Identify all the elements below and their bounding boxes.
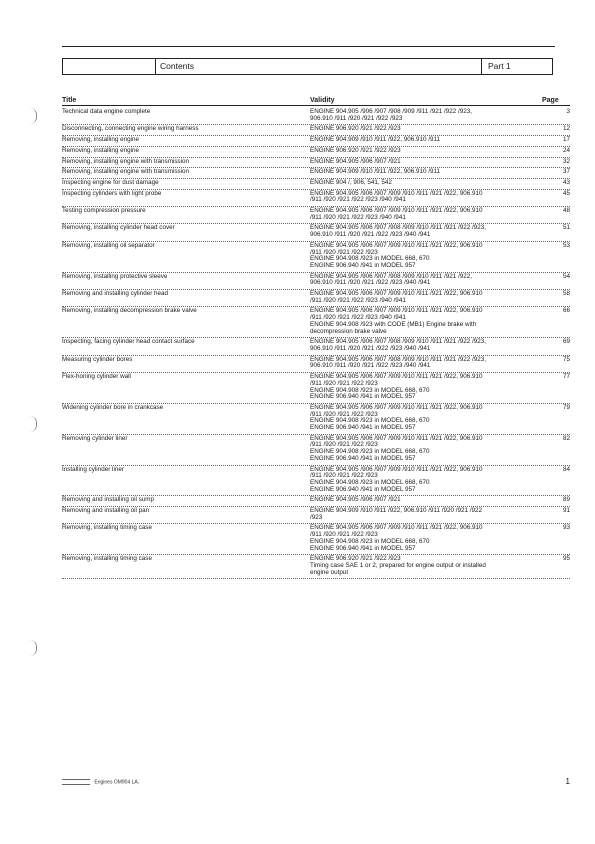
- toc-row-page: 69: [562, 338, 570, 346]
- toc-row-title: Removing, installing engine: [62, 146, 140, 154]
- toc-row-validity: [310, 137, 542, 144]
- page-footer: [62, 779, 570, 785]
- toc-row-page: 84: [562, 465, 570, 473]
- toc-row-page: 43: [562, 178, 570, 186]
- top-rule: [62, 46, 555, 47]
- toc-row-validity: [310, 180, 542, 187]
- validity-line: /911 /920 /921 /922 /923: [310, 531, 378, 539]
- validity-line: ENGINE 904.909 /910 /911 /922, 906.910 /911 /920 /921 /922: [310, 507, 483, 515]
- toc-row-validity: [310, 191, 542, 204]
- validity-line: ENGINE 904.905 /906 /907 /909 /910 /911 /921 /922, 906.910: [310, 290, 483, 298]
- validity-line: ENGINE 904.905 /906 /907 /908 /909 /910 /911 /921 /922,: [310, 272, 472, 280]
- toc-row-validity: [310, 556, 542, 576]
- toc-row-page: 37: [562, 168, 570, 176]
- validity-line: /911 /920 /921 /922 /923 /940 /941: [310, 196, 406, 204]
- toc-row[interactable]: [62, 496, 570, 507]
- validity-line: 906.910 /911 /920 /921 /922 /923: [310, 114, 403, 122]
- toc-row-title: Disconnecting, connecting engine wiring harness: [62, 125, 199, 133]
- toc-row[interactable]: [62, 338, 570, 355]
- toc-row[interactable]: [62, 224, 570, 241]
- validity-line: /911 /920 /921 /922 /923: [310, 410, 378, 418]
- validity-line: ENGINE 904.908 /923 in MODEL 668, 670: [310, 255, 430, 263]
- validity-line: ENGINE 904.905 /906 /907 /909 /910 /911 /921 /922, 906.910: [310, 207, 483, 215]
- validity-line: /911 /920 /921 /922 /923: [310, 379, 378, 387]
- toc-row-page: 12: [562, 125, 570, 133]
- validity-line: engine output: [310, 568, 349, 576]
- toc-row-page: 93: [562, 524, 570, 532]
- toc-row-validity: [310, 169, 542, 176]
- header-divider: [155, 59, 156, 74]
- page-number: 1: [565, 777, 570, 786]
- toc-row[interactable]: [62, 168, 570, 179]
- toc-row[interactable]: [62, 404, 570, 435]
- toc-row[interactable]: [62, 507, 570, 524]
- contents-heading: Contents: [160, 61, 195, 71]
- toc-row-page: 66: [562, 307, 570, 315]
- toc-table: [62, 108, 570, 579]
- toc-row-title: Removing, installing engine with transmission: [62, 157, 190, 165]
- validity-line: ENGINE 904.905 /906 /907 /909 /910 /911 /921 /922, 906.910: [310, 241, 483, 249]
- toc-row-validity: [310, 436, 542, 463]
- toc-row-page: 17: [562, 136, 570, 144]
- toc-row-title: Installing cylinder liner: [62, 465, 124, 473]
- toc-row-validity: [310, 525, 542, 552]
- toc-row[interactable]: [62, 290, 570, 307]
- toc-row-title: Technical data engine complete: [62, 108, 151, 115]
- toc-row-validity: [310, 159, 542, 166]
- toc-row[interactable]: [62, 158, 570, 169]
- validity-line: ENGINE 906.940 /941 in MODEL 957: [310, 424, 416, 432]
- toc-row-page: 53: [562, 241, 570, 249]
- toc-row-page: 24: [562, 146, 570, 154]
- contents-header-box: [62, 58, 553, 75]
- validity-line: ENGINE 904.905 /906 /907 /921: [310, 157, 401, 165]
- validity-line: ENGINE 904.908 /923 in MODEL 668, 670: [310, 478, 430, 486]
- toc-row-page: 48: [562, 207, 570, 215]
- toc-row-validity: [310, 497, 542, 504]
- toc-row[interactable]: [62, 108, 570, 125]
- validity-line: ENGINE 904.908 /923 in MODEL 668, 670: [310, 537, 430, 545]
- validity-line: ENGINE 906.940 /941 in MODEL 957: [310, 485, 416, 493]
- toc-row-title: Removing, installing cylinder head cover: [62, 224, 175, 232]
- validity-line: /911 /920 /921 /922 /923: [310, 441, 378, 449]
- validity-line: ENGINE 904.905 /906 /907 /909 /910 /911 /921 /922, 906.910: [310, 403, 483, 411]
- toc-row-validity: [310, 291, 542, 304]
- toc-row[interactable]: [62, 242, 570, 273]
- validity-line: Timing case SAE 1 or 2, prepared for engine output or installed: [310, 561, 486, 569]
- toc-row-validity: [310, 225, 542, 238]
- toc-row-title: Inspecting engine for dust damage: [62, 178, 159, 186]
- toc-row[interactable]: [62, 555, 570, 579]
- validity-line: /911 /920 /921 /922 /923 /940 /941: [310, 314, 406, 322]
- toc-row-page: 51: [562, 224, 570, 232]
- validity-line: decompression brake valve: [310, 327, 387, 335]
- toc-row-title: Measuring cylinder bores: [62, 355, 133, 363]
- header-divider: [481, 59, 482, 74]
- validity-line: /911 /920 /921 /922 /923: [310, 472, 378, 480]
- toc-row[interactable]: [62, 307, 570, 338]
- validity-line: ENGINE 906.920 /921 /922 /923: [310, 555, 401, 563]
- validity-line: ENGINE 904.908 /923 in MODEL 668, 670: [310, 386, 430, 394]
- toc-row-validity: [310, 208, 542, 221]
- toc-row-title: Removing, installing engine with transmission: [62, 168, 190, 176]
- toc-row-title: Removing, installing engine: [62, 136, 140, 144]
- toc-row[interactable]: [62, 466, 570, 497]
- validity-line: ENGINE 904.905 /906 /907 /908 /909 /911 /921 /922 /923,: [310, 108, 472, 115]
- validity-line: ENGINE 906.940 /941 in MODEL 957: [310, 261, 416, 269]
- toc-row[interactable]: [62, 524, 570, 555]
- toc-row[interactable]: [62, 147, 570, 158]
- validity-line: ENGINE 904.905 /906 /907 /908 /909 /910 /911 /921 /922 /923,: [310, 338, 486, 346]
- toc-row-title: Removing, installing timing case: [62, 555, 152, 563]
- validity-line: ENGINE 904.905 /906 /907 /909 /910 /911 /921 /922, 906.910: [310, 465, 483, 473]
- column-header-rule: [62, 105, 570, 106]
- validity-line: ENGINE 904.908 /923 with CODE (MB1) Engine brake with: [310, 320, 477, 328]
- part-label: Part 1: [488, 61, 511, 71]
- toc-row[interactable]: [62, 136, 570, 147]
- margin-mark: [30, 108, 37, 124]
- margin-mark: [30, 640, 37, 656]
- toc-row[interactable]: [62, 190, 570, 207]
- toc-row-page: 32: [562, 157, 570, 165]
- validity-line: ENGINE 906.940 /941 in MODEL 957: [310, 544, 416, 552]
- validity-line: ENGINE 904.905 /906 /907 /908 /909 /910 /911 /921 /922 /923,: [310, 224, 486, 232]
- validity-line: ENGINE 906.940 /941 in MODEL 957: [310, 393, 416, 401]
- toc-row-validity: [310, 274, 542, 287]
- toc-row-title: Widening cylinder bore in crankcase: [62, 403, 164, 411]
- toc-row-validity: [310, 467, 542, 494]
- toc-row[interactable]: [62, 179, 570, 190]
- toc-row-title: Testing compression pressure: [62, 207, 146, 215]
- validity-line: ENGINE 904.905 /906 /907 /909 /910 /911 /921 /922, 906.910: [310, 524, 483, 532]
- toc-row-validity: [310, 308, 542, 335]
- validity-line: ENGINE 904.908 /923 in MODEL 668, 670: [310, 417, 430, 425]
- footer-text: Engines OM904 LA,: [94, 779, 140, 786]
- validity-line: ENGINE 906.940 /941 in MODEL 957: [310, 454, 416, 462]
- toc-row[interactable]: [62, 125, 570, 136]
- validity-line: 906.910 /911 /920 /921 /922 /923 /940 /941: [310, 231, 431, 239]
- toc-row-page: 75: [562, 355, 570, 363]
- validity-line: ENGINE 904.905 /906 /907 /909 /910 /911 /921 /922, 906.910: [310, 307, 483, 315]
- toc-row[interactable]: [62, 435, 570, 466]
- toc-row-page: 45: [562, 189, 570, 197]
- toc-row-title: Inspecting cylinders with light probe: [62, 189, 162, 197]
- toc-row-title: Removing, installing decompression brake valve: [62, 307, 197, 315]
- toc-row[interactable]: [62, 207, 570, 224]
- toc-row-validity: [310, 109, 542, 122]
- toc-row-title: Removing, installing timing case: [62, 524, 152, 532]
- validity-line: ENGINE 904 /, 906, 541, 542: [310, 178, 392, 186]
- column-title-heading: Title: [62, 97, 77, 104]
- validity-line: /911 /920 /921 /922 /923 /940 /941: [310, 296, 406, 304]
- toc-row-title: Removing and installing cylinder head: [62, 290, 169, 298]
- toc-row-page: 95: [562, 555, 570, 563]
- validity-line: ENGINE 904.905 /906 /907 /921: [310, 496, 401, 504]
- validity-line: ENGINE 904.909 /910 /911 /922, 906.910 /911: [310, 168, 440, 176]
- validity-line: ENGINE 904.905 /906 /907 /908 /909 /910 /911 /921 /922 /923,: [310, 355, 486, 363]
- toc-row-page: 77: [562, 373, 570, 381]
- toc-row-validity: [310, 374, 542, 401]
- toc-row-page: 82: [562, 434, 570, 442]
- toc-row[interactable]: [62, 273, 570, 290]
- toc-row-validity: [310, 339, 542, 352]
- toc-row-title: Removing, installing protective sleeve: [62, 272, 168, 280]
- toc-row-title: Flex-honing cylinder wall: [62, 373, 131, 381]
- toc-row-page: 89: [562, 496, 570, 504]
- toc-row-validity: [310, 508, 542, 521]
- toc-row-title: Removing cylinder liner: [62, 434, 128, 442]
- toc-row-title: Inspecting, facing cylinder head contact surface: [62, 338, 195, 346]
- column-validity-heading: Validity: [310, 97, 335, 104]
- validity-line: ENGINE 904.909 /910 /911 /922, 906.910 /911: [310, 136, 440, 144]
- validity-line: /911 /920 /921 /922 /923: [310, 248, 378, 256]
- validity-line: 906.910 /911 /920 /921 /922 /923 /940 /941: [310, 279, 431, 287]
- toc-row-page: 91: [562, 507, 570, 515]
- validity-line: ENGINE 906.920 /921 /922 /923: [310, 125, 401, 133]
- toc-row-page: 3: [566, 108, 570, 115]
- validity-line: 906.910 /911 /920 /921 /922 /923 /940 /941: [310, 344, 431, 352]
- toc-row-validity: [310, 357, 542, 370]
- validity-line: ENGINE 904.905 /906 /907 /909 /910 /911 /921 /922, 906.910: [310, 434, 483, 442]
- validity-line: ENGINE 904.908 /923 in MODEL 668, 670: [310, 448, 430, 456]
- toc-row-title: Removing, installing oil separator: [62, 241, 155, 249]
- toc-row[interactable]: [62, 373, 570, 404]
- validity-line: ENGINE 904.905 /906 /907 /909 /910 /911 /921 /922, 906.910: [310, 373, 483, 381]
- toc-row[interactable]: [62, 356, 570, 373]
- validity-line: 906.910 /911 /920 /921 /922 /923 /940 /941: [310, 362, 431, 370]
- toc-row-validity: [310, 405, 542, 432]
- toc-row-validity: [310, 126, 542, 133]
- margin-mark: [30, 416, 37, 432]
- toc-row-page: 79: [562, 403, 570, 411]
- toc-row-page: 58: [562, 290, 570, 298]
- column-page-heading: Page: [542, 97, 559, 104]
- validity-line: /923: [310, 513, 323, 521]
- toc-row-title: Removing and installing oil pan: [62, 507, 150, 515]
- validity-line: /911 /920 /921 /922 /923 /940 /941: [310, 213, 406, 221]
- toc-row-title: Removing and installing oil sump: [62, 496, 155, 504]
- validity-line: ENGINE 904.905 /906 /907 /909 /910 /911 /921 /922, 906.910: [310, 189, 483, 197]
- validity-line: ENGINE 906.920 /921 /922 /923: [310, 146, 401, 154]
- brand-logo-icon: [62, 779, 90, 785]
- toc-row-validity: [310, 148, 542, 155]
- toc-row-page: 54: [562, 272, 570, 280]
- toc-row-validity: [310, 243, 542, 270]
